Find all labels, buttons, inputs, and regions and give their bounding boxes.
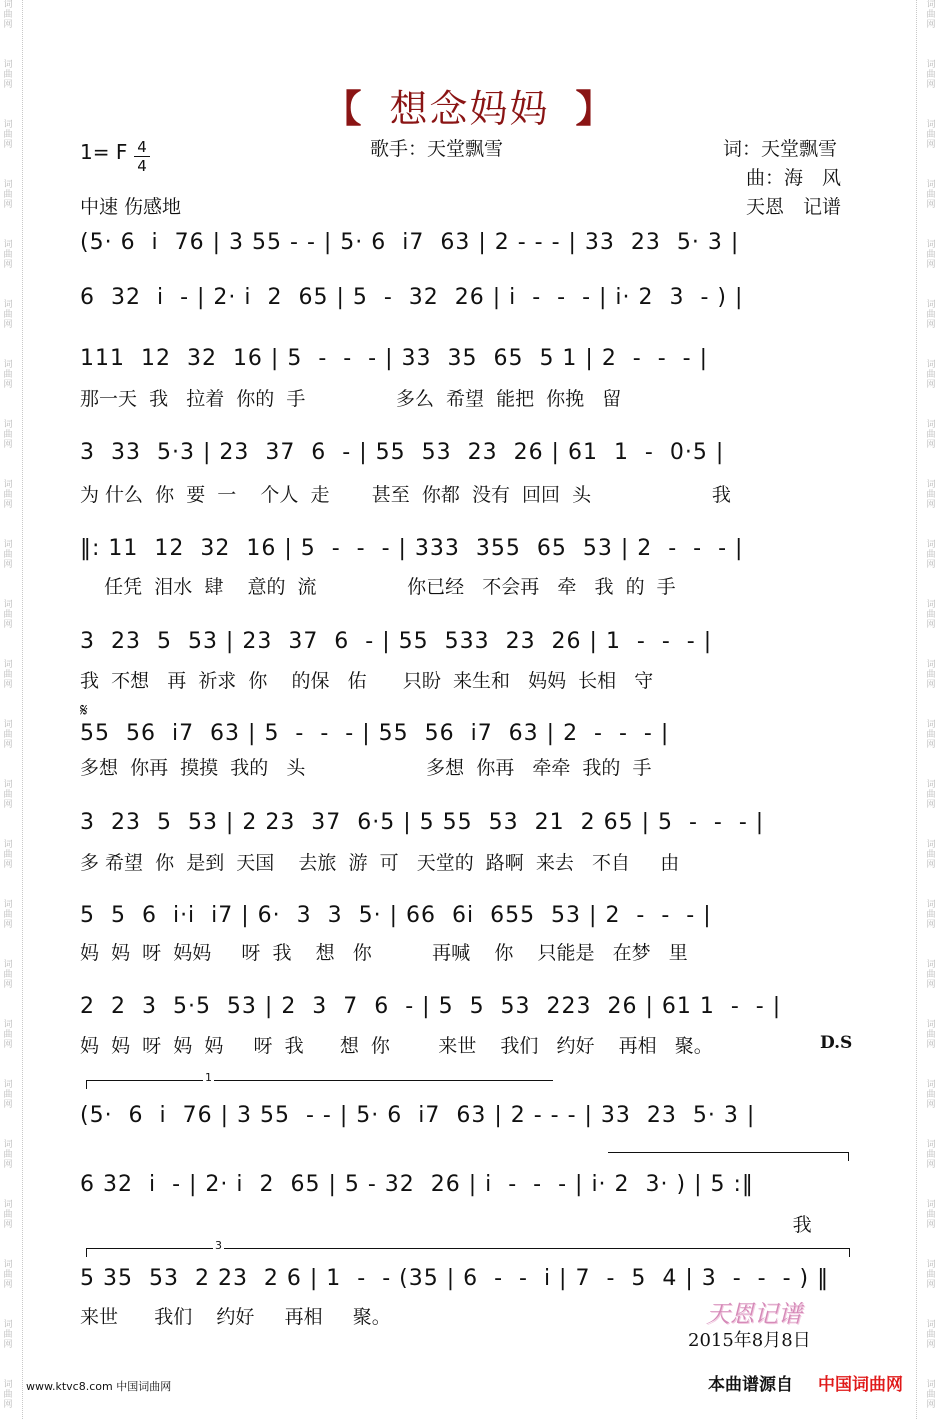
notation-line-9: 5 5 6 i·i i7 | 6· 3 3 5· | 66 6i 655 53 | 2 - - - |	[80, 903, 712, 928]
right-border-line	[916, 0, 917, 1419]
edge-watermark-text: 词 曲 网	[926, 1020, 936, 1050]
edge-watermark-text: 词 曲 网	[3, 60, 13, 90]
notation-line-12: 6 32 i - | 2· i 2 65 | 5 - 32 26 | i - - - | i· 2 3· ) | 5 :‖	[80, 1172, 754, 1197]
transcriber-signature: 天恩记谱	[706, 1300, 802, 1328]
edge-watermark-text: 词 曲 网	[3, 1080, 13, 1110]
title-open-bracket: 【	[323, 87, 364, 131]
edge-watermark-text: 词 曲 网	[3, 1260, 13, 1290]
singer-credit: 歌手：天堂飘雪	[370, 138, 504, 160]
edge-watermark-text: 词 曲 网	[926, 480, 936, 510]
edge-watermark-text: 词 曲 网	[926, 540, 936, 570]
lyric-line-12: 我	[80, 1214, 812, 1236]
edge-watermark-text: 词 曲 网	[926, 420, 936, 450]
edge-watermark-text: 词 曲 网	[926, 840, 936, 870]
transcriber-credit: 天恩 记谱	[746, 196, 842, 218]
song-title	[0, 78, 939, 133]
edge-watermark-text: 词 曲 网	[3, 900, 13, 930]
edge-watermark-text: 词 曲 网	[3, 1200, 13, 1230]
first-ending-bracket	[86, 1071, 553, 1089]
edge-watermark-text: 词 曲 网	[926, 720, 936, 750]
left-border-line	[22, 0, 23, 1419]
notation-line-7: 55 56 i7 63 | 5 - - - | 55 56 i7 63 | 2 - - - |	[80, 721, 670, 746]
edge-watermark-text: 词 曲 网	[3, 960, 13, 990]
notation-line-10: 2 2 3 5·5 53 | 2 3 7 6 - | 5 5 53 223 26 | 61 1 - - |	[80, 994, 782, 1019]
lyric-line-8: 多 希望 你 是到 天国 去旅 游 可 天堂的 路啊 来去 不自 由	[80, 852, 680, 874]
edge-watermark-text: 词 曲 网	[3, 1020, 13, 1050]
edge-watermark-text: 词 曲 网	[926, 1140, 936, 1170]
lyric-line-13: 来世 我们 约好 再相 聚。	[80, 1306, 391, 1328]
edge-watermark-text: 词 曲 网	[926, 60, 936, 90]
lyric-line-9: 妈 妈 呀 妈妈 呀 我 想 你 再喊 你 只能是 在梦 里	[80, 942, 688, 964]
transcription-date: 2015年8月8日	[688, 1330, 811, 1351]
edge-watermark-text: 词 曲 网	[926, 900, 936, 930]
edge-watermark-text: 词 曲 网	[926, 1080, 936, 1110]
lyricist-credit: 词：天堂飘雪	[723, 138, 838, 160]
edge-watermark-text: 词 曲 网	[3, 480, 13, 510]
notation-line-13: 5 35 53 2 23 2 6 | 1 - - (35 | 6 - - i | 7 - 5 4 | 3 - - - ) ‖	[80, 1266, 830, 1291]
edge-watermark-text: 词 曲 网	[3, 0, 13, 30]
second-ending-bracket	[608, 1152, 849, 1161]
notation-line-3: 111 12 32 16 | 5 - - - | 33 35 65 5 1 | 2 - - - |	[80, 346, 709, 371]
edge-watermark-text: 词 曲 网	[3, 1140, 13, 1170]
notation-line-4: 3 33 5·3 | 23 37 6 - | 55 53 23 26 | 61 1 - 0·5 |	[80, 440, 725, 465]
edge-watermark-text: 词 曲 网	[926, 660, 936, 690]
edge-watermark-text: 词 曲 网	[926, 780, 936, 810]
time-signature-bottom: 4	[137, 157, 147, 175]
edge-watermark-text: 词 曲 网	[926, 300, 936, 330]
notation-line-1: (5· 6 i 76 | 3 55 - - | 5· 6 i7 63 | 2 - - - | 33 23 5· 3 |	[80, 230, 740, 255]
time-signature	[134, 139, 150, 174]
edge-watermark-text: 词 曲 网	[3, 540, 13, 570]
edge-watermark-text: 词 曲 网	[926, 960, 936, 990]
edge-watermark-text: 词 曲 网	[926, 1200, 936, 1230]
tempo-marking: 中速 伤感地	[80, 196, 182, 218]
notation-line-11: (5· 6 i 76 | 3 55 - - | 5· 6 i7 63 | 2 - - - | 33 23 5· 3 |	[80, 1103, 756, 1128]
notation-line-6: 3 23 5 53 | 23 37 6 - | 55 533 23 26 | 1 - - - |	[80, 629, 713, 654]
lyric-line-3: 那一天 我 拉着 你的 手 多么 希望 能把 你挽 留	[80, 388, 622, 410]
edge-watermark-text: 词 曲 网	[3, 1380, 13, 1410]
edge-watermark-text: 词 曲 网	[3, 120, 13, 150]
edge-watermark-text: 词 曲 网	[3, 360, 13, 390]
edge-watermark-text: 词 曲 网	[926, 0, 936, 30]
edge-watermark-text: 词 曲 网	[3, 780, 13, 810]
edge-watermark-text: 词 曲 网	[926, 1380, 936, 1410]
notation-line-2: 6 32 i - | 2· i 2 65 | 5 - 32 26 | i - - - | i· 2 3 - ) |	[80, 285, 744, 310]
segno-sign: 𝄋	[80, 700, 88, 721]
lyric-line-6: 我 不想 再 祈求 你 的保 佑 只盼 来生和 妈妈 长相 守	[80, 670, 654, 692]
edge-watermark-text: 词 曲 网	[3, 840, 13, 870]
edge-watermark-text: 词 曲 网	[3, 1320, 13, 1350]
title-text: 想念妈妈	[389, 87, 550, 131]
first-ending-number: 1	[205, 1071, 212, 1084]
lyric-line-7: 多想 你再 摸摸 我的 头 多想 你再 牵牵 我的 手	[80, 757, 652, 779]
third-ending-bracket	[86, 1239, 850, 1257]
title-close-bracket: 】	[575, 87, 616, 131]
edge-watermark-text: 词 曲 网	[3, 180, 13, 210]
third-ending-number: 3	[215, 1239, 222, 1252]
lyric-line-10: 妈 妈 呀 妈 妈 呀 我 想 你 来世 我们 约好 再相 聚。	[80, 1035, 713, 1057]
key-signature: 1= F	[80, 140, 128, 164]
edge-watermark-text: 词 曲 网	[3, 240, 13, 270]
edge-watermark-text: 词 曲 网	[926, 1320, 936, 1350]
composer-credit: 曲：海 风	[746, 167, 842, 189]
dal-segno-mark: D.S	[820, 1033, 853, 1053]
edge-watermark-text: 词 曲 网	[926, 360, 936, 390]
edge-watermark-text: 词 曲 网	[926, 240, 936, 270]
edge-watermark-text: 词 曲 网	[3, 600, 13, 630]
edge-watermark-text: 词 曲 网	[926, 180, 936, 210]
notation-line-5: ‖: 11 12 32 16 | 5 - - - | 333 355 65 53 | 2 - - - |	[80, 536, 744, 561]
edge-watermark-text: 词 曲 网	[3, 300, 13, 330]
footer-source-name: 中国词曲网	[818, 1375, 903, 1395]
footer-website: www.ktvc8.com 中国词曲网	[26, 1380, 172, 1393]
edge-watermark-text: 词 曲 网	[926, 120, 936, 150]
time-signature-top: 4	[137, 138, 147, 156]
right-watermark-strip	[923, 0, 939, 1419]
edge-watermark-text: 词 曲 网	[3, 720, 13, 750]
notation-line-8: 3 23 5 53 | 2 23 37 6·5 | 5 55 53 21 2 65 | 5 - - - |	[80, 810, 765, 835]
left-watermark-strip	[0, 0, 16, 1419]
edge-watermark-text: 词 曲 网	[926, 1260, 936, 1290]
lyric-line-4: 为 什么 你 要 一 个人 走 甚至 你都 没有 回回 头 我	[80, 484, 731, 506]
footer-source-label: 本曲谱源自	[708, 1375, 793, 1395]
edge-watermark-text: 词 曲 网	[3, 420, 13, 450]
edge-watermark-text: 词 曲 网	[926, 600, 936, 630]
edge-watermark-text: 词 曲 网	[3, 660, 13, 690]
lyric-line-5: 任凭 泪水 肆 意的 流 你已经 不会再 牵 我 的 手	[80, 576, 676, 598]
